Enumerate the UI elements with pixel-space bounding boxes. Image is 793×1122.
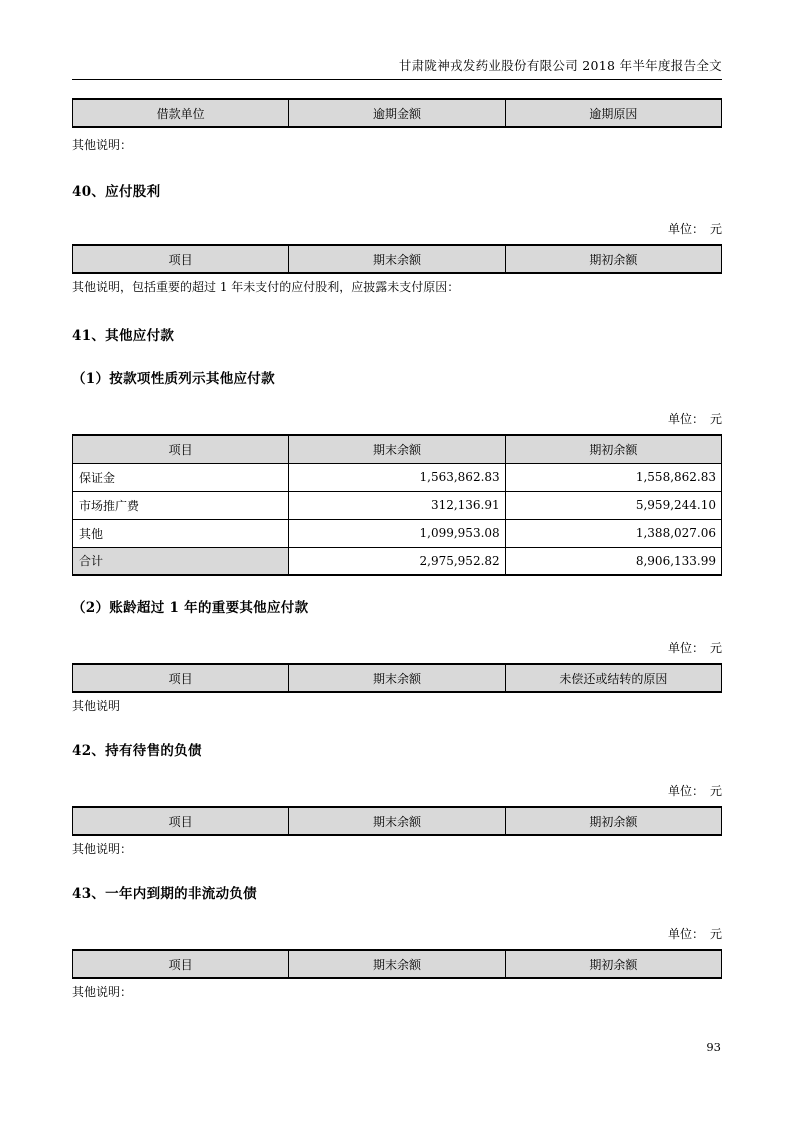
table-header-cell: 逾期原因 [505, 99, 721, 127]
other-note: 其他说明： [72, 985, 133, 999]
ending-balance-cell: 1,099,953.08 [289, 519, 505, 547]
table-header-row [73, 99, 722, 127]
table-header-cell: 期初余额 [505, 245, 721, 273]
section-41-heading: 41、其他应付款 [72, 328, 175, 344]
unit-label: 单位： 元 [667, 222, 722, 236]
table-header-cell: 期末余额 [289, 435, 505, 463]
beginning-balance-cell: 1,558,862.83 [505, 463, 721, 491]
table-row [73, 463, 722, 491]
section-43-heading: 43、一年内到期的非流动负债 [72, 886, 257, 902]
dividends-payable-table [72, 244, 722, 274]
overdue-loans-table [72, 98, 722, 128]
beginning-balance-cell: 1,388,027.06 [505, 519, 721, 547]
table-header-row [73, 807, 722, 835]
table-header-cell: 项目 [73, 950, 289, 978]
table-header-cell: 借款单位 [73, 99, 289, 127]
table-header-cell: 期末余额 [289, 245, 505, 273]
other-payables-by-nature-table [72, 434, 722, 576]
table-header-cell: 期末余额 [289, 950, 505, 978]
unit-label: 单位： 元 [667, 641, 722, 655]
current-portion-noncurrent-liabilities-table [72, 949, 722, 979]
table-header-cell: 逾期金额 [289, 99, 505, 127]
table-header-row [73, 245, 722, 273]
table-header-cell: 项目 [73, 664, 289, 692]
table-header-cell: 项目 [73, 807, 289, 835]
table-header-row [73, 664, 722, 692]
beginning-balance-cell: 5,959,244.10 [505, 491, 721, 519]
table-row [73, 519, 722, 547]
ending-balance-cell: 2,975,952.82 [289, 547, 505, 575]
table-header-row [73, 950, 722, 978]
table-row [73, 491, 722, 519]
ending-balance-cell: 1,563,862.83 [289, 463, 505, 491]
important-aged-payables-table [72, 663, 722, 693]
table-header-cell: 期末余额 [289, 807, 505, 835]
table-header-cell: 项目 [73, 435, 289, 463]
item-cell: 保证金 [73, 463, 289, 491]
total-label-cell: 合计 [73, 547, 289, 575]
other-note: 其他说明： [72, 138, 133, 152]
table-header-row [73, 435, 722, 463]
held-for-sale-liabilities-table [72, 806, 722, 836]
table-header-cell: 期末余额 [289, 664, 505, 692]
section-42-heading: 42、持有待售的负债 [72, 743, 202, 759]
table-header-cell: 期初余额 [505, 807, 721, 835]
table-header-cell: 期初余额 [505, 950, 721, 978]
page-number: 93 [706, 1040, 721, 1054]
other-note: 其他说明，包括重要的超过 1 年未支付的应付股利，应披露未支付原因： [72, 280, 460, 294]
unit-label: 单位： 元 [667, 927, 722, 941]
other-note: 其他说明： [72, 842, 133, 856]
beginning-balance-cell: 8,906,133.99 [505, 547, 721, 575]
section-40-heading: 40、应付股利 [72, 184, 161, 200]
table-header-cell: 期初余额 [505, 435, 721, 463]
unit-label: 单位： 元 [667, 784, 722, 798]
ending-balance-cell: 312,136.91 [289, 491, 505, 519]
other-note: 其他说明 [72, 699, 121, 713]
item-cell: 其他 [73, 519, 289, 547]
section-41-sub2-heading: （2）账龄超过 1 年的重要其他应付款 [72, 600, 309, 616]
item-cell: 市场推广费 [73, 491, 289, 519]
table-header-cell: 未偿还或结转的原因 [505, 664, 721, 692]
section-41-sub1-heading: （1）按款项性质列示其他应付款 [72, 371, 275, 387]
table-total-row [73, 547, 722, 575]
document-header-title: 甘肃陇神戎发药业股份有限公司 2018 年半年度报告全文 [72, 56, 722, 80]
table-header-cell: 项目 [73, 245, 289, 273]
unit-label: 单位： 元 [667, 412, 722, 426]
